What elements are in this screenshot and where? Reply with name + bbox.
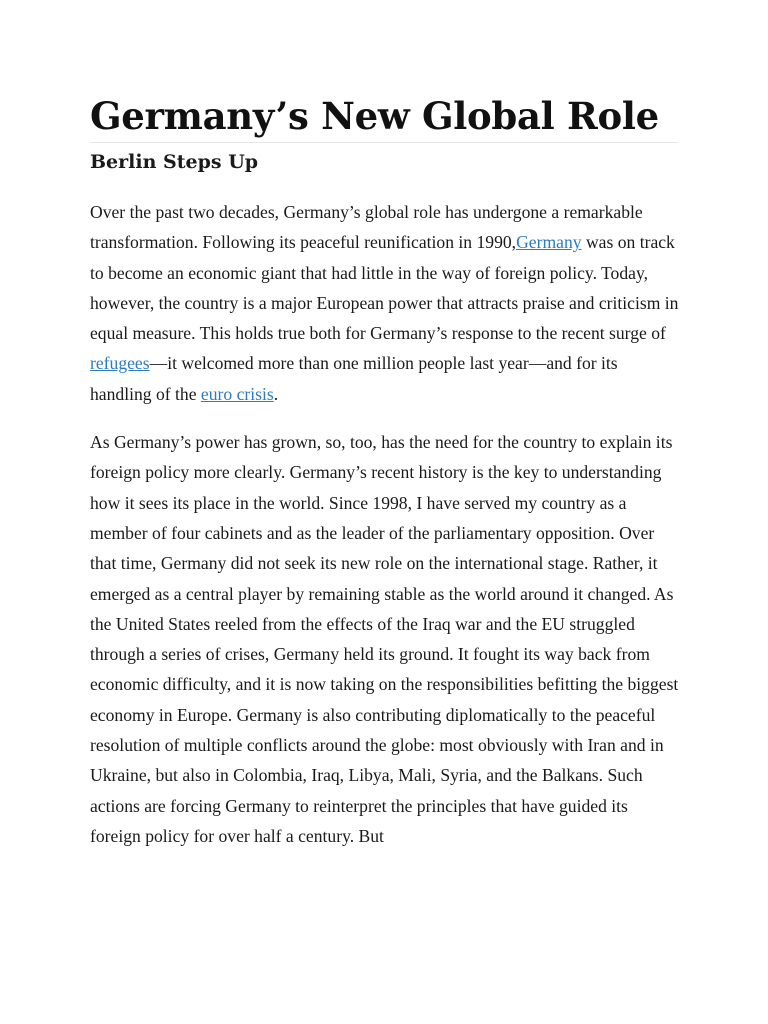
paragraph-1-text-b: was on track to become an economic giant that had little in the way of foreign policy. Today, however, the country is a major European power that attracts praise and criticism in equal measure. This holds true both for Germany’s response to the recent surge of <box>90 232 679 344</box>
title-divider <box>90 142 678 143</box>
germany-link[interactable]: Germany <box>516 232 582 253</box>
refugees-link[interactable]: refugees <box>90 353 150 374</box>
article-body <box>90 197 680 851</box>
article-subtitle: Berlin Steps Up <box>90 151 259 173</box>
paragraph-2: As Germany’s power has grown, so, too, has the need for the country to explain its foreign policy more clearly. Germany’s recent history is the key to understanding how it sees its place in the world. Since 1998, I have served my country as a member of four cabinets and as the leader of the parliamentary opposition. Over that time, Germany did not seek its new role on the international stage. Rather, it emerged as a central player by remaining stable as the world around it changed. As the United States reeled from the effects of the Iraq war and the EU struggled through a series of crises, Germany held its ground. It fought its way back from economic difficulty, and it is now taking on the responsibilities befitting the biggest economy in Europe. Germany is also contributing diplomatically to the peaceful resolution of multiple conflicts around the globe: most obviously with Iran and in Ukraine, but also in Colombia, Iraq, Libya, Mali, Syria, and the Balkans. Such actions are forcing Germany to reinterpret the principles that have guided its foreign policy for over half a century. But <box>90 432 679 846</box>
paragraph-1-text-c: —it welcomed more than one million people last year—and for its handling of the <box>90 353 618 404</box>
euro-crisis-link[interactable]: euro crisis <box>200 383 274 404</box>
paragraph-1-text-a: Over the past two decades, Germany’s global role has undergone a remarkable transformation. Following its peaceful reunification in 1990, <box>90 202 643 253</box>
article-title: Germany’s New Global Role <box>90 94 659 138</box>
paragraph-1-text-d: . <box>273 383 279 404</box>
paragraph-1 <box>90 197 680 409</box>
